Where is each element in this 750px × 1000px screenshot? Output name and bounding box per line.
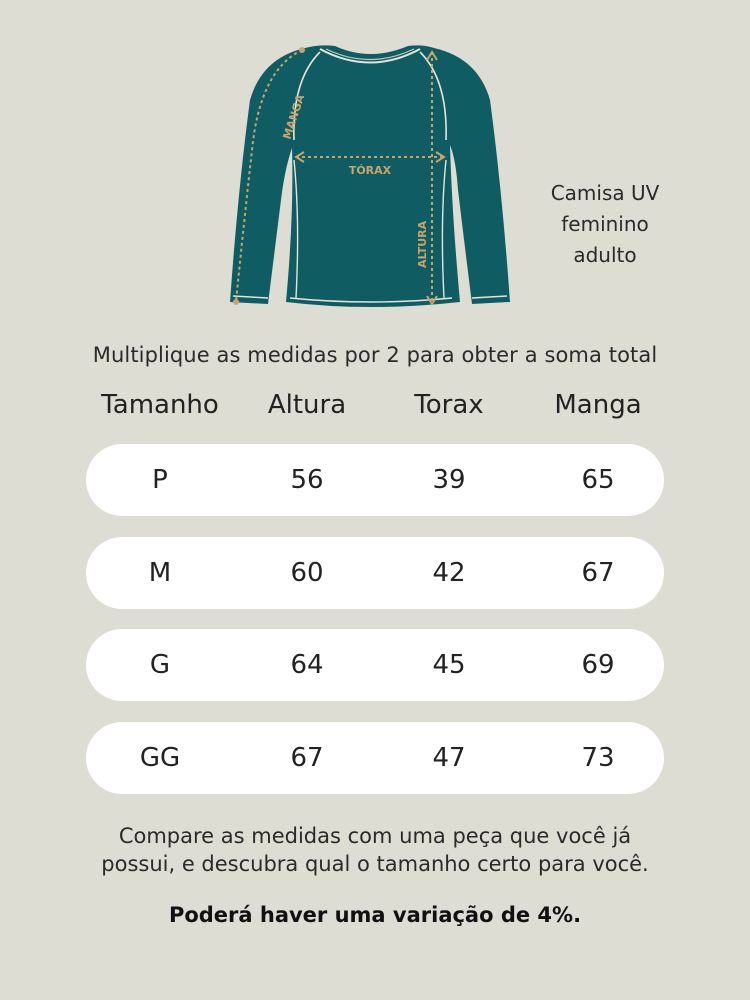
height-label: ALTURA — [416, 220, 429, 268]
shirt-illustration — [220, 40, 520, 315]
size-cell: P — [152, 465, 168, 495]
torax-cell: 47 — [432, 743, 466, 773]
product-label — [520, 178, 690, 271]
altura-cell: 64 — [290, 650, 324, 680]
table-row — [86, 444, 664, 516]
header-torax: Torax — [414, 390, 484, 420]
table-row — [86, 722, 664, 794]
torax-cell: 39 — [432, 465, 466, 495]
multiply-note: Multiplique as medidas por 2 para obter a soma total — [92, 343, 658, 367]
compare-note-line: Compare as medidas com uma peça que você já — [118, 824, 632, 848]
header-tamanho: Tamanho — [101, 390, 219, 420]
sleeve-measure-end — [233, 299, 239, 305]
sleeve-measure-start — [299, 47, 305, 53]
torax-cell: 42 — [432, 558, 466, 588]
table-row — [86, 629, 664, 701]
product-label-line: feminino — [561, 212, 649, 236]
product-label-line: Camisa UV — [550, 181, 660, 205]
size-cell: M — [148, 558, 172, 588]
manga-cell: 67 — [581, 558, 615, 588]
table-header — [0, 390, 750, 430]
manga-cell: 69 — [581, 650, 615, 680]
size-cell: GG — [139, 743, 181, 773]
compare-note — [0, 822, 750, 878]
variation-note: Poderá haver uma variação de 4%. — [168, 903, 582, 927]
chest-label: TÓRAX — [348, 164, 392, 177]
compare-note-line: possui, e descubra qual o tamanho certo para você. — [101, 852, 649, 876]
altura-cell: 67 — [290, 743, 324, 773]
manga-cell: 73 — [581, 743, 615, 773]
size-cell: G — [149, 650, 171, 680]
header-manga: Manga — [554, 390, 642, 420]
altura-cell: 60 — [290, 558, 324, 588]
sleeve-label: MANGA — [280, 92, 308, 141]
altura-cell: 56 — [290, 465, 324, 495]
header-altura: Altura — [267, 390, 347, 420]
torax-cell: 45 — [432, 650, 466, 680]
shirt-diagram — [220, 40, 520, 315]
product-label-line: adulto — [573, 243, 637, 267]
table-row — [86, 537, 664, 609]
manga-cell: 65 — [581, 465, 615, 495]
